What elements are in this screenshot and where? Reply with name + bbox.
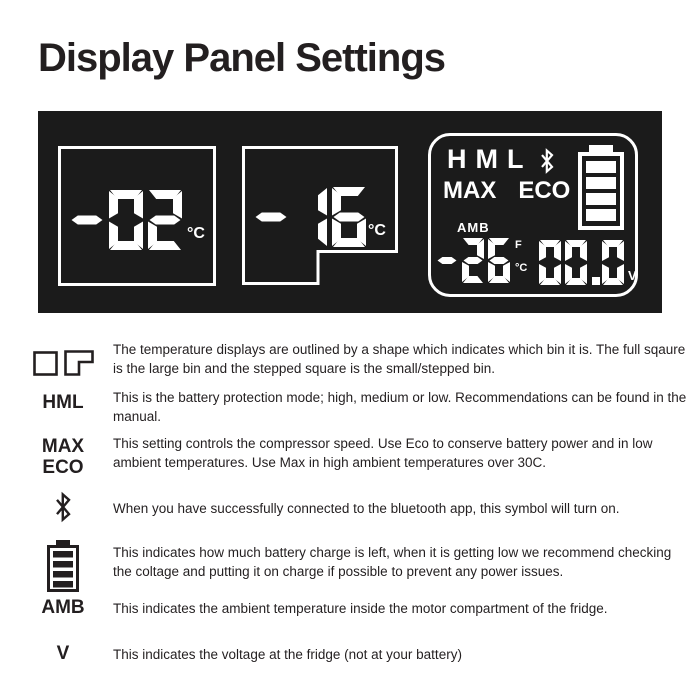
battery-icon xyxy=(577,145,625,236)
bluetooth-icon xyxy=(51,490,75,524)
max-indicator: MAX xyxy=(443,177,497,204)
amb-legend-label: AMB xyxy=(41,597,85,618)
voltage-legend-label: V xyxy=(56,643,70,664)
display-panel xyxy=(38,111,662,313)
status-display xyxy=(428,133,638,297)
bluetooth-icon xyxy=(537,147,557,180)
voltage-value xyxy=(539,239,628,291)
small-bin-temperature-value xyxy=(254,186,371,253)
page-title: Display Panel Settings xyxy=(38,36,446,80)
large-bin-temperature-value xyxy=(70,189,187,256)
bin-shape-icons xyxy=(20,350,106,376)
eco-indicator: ECO xyxy=(518,177,571,204)
compressor-speed-indicator xyxy=(443,177,570,205)
ambient-temperature-value xyxy=(436,237,514,289)
bluetooth-description: When you have successfully connected to the bluetooth app, this symbol will turn on. xyxy=(113,501,620,516)
battery-description: This indicates how much battery charge is left, when it is getting low we recommend checking the coltage and putting it on charge if possible to prevent any power issues. xyxy=(113,545,672,579)
max-label: MAX xyxy=(41,436,85,457)
max-eco-description: This setting controls the compressor speed. Use Eco to conserve battery power and in low ambient temperatures. Use Max in high ambient temperatures over 30C. xyxy=(113,436,653,470)
small-bin-temperature-display xyxy=(242,146,398,285)
hml-legend-label: HML xyxy=(42,392,84,413)
celsius-label: °C xyxy=(515,262,528,274)
battery-protection-mode-indicator: HML xyxy=(447,144,533,174)
bin-shape-description: The temperature displays are outlined by a shape which indicates which bin it is. The full sqaure is the large bin and the stepped square is the small/stepped bin. xyxy=(113,342,686,376)
full-square-icon xyxy=(33,351,58,376)
voltage-unit-label: V xyxy=(628,268,637,283)
small-bin-unit-label: °C xyxy=(368,222,386,239)
max-eco-legend-label xyxy=(20,436,106,478)
ambient-unit-labels xyxy=(515,240,527,274)
voltage-description: This indicates the voltage at the fridge (not at your battery) xyxy=(113,647,462,662)
ambient-temperature-label: AMB xyxy=(457,220,490,235)
eco-label: ECO xyxy=(42,457,84,478)
large-bin-temperature-display xyxy=(58,146,216,286)
fahrenheit-label: F xyxy=(515,239,522,251)
battery-icon xyxy=(45,540,81,592)
amb-description: This indicates the ambient temperature inside the motor compartment of the fridge. xyxy=(113,601,608,616)
hml-description: This is the battery protection mode; high, medium or low. Recommendations can be found in the manual. xyxy=(113,390,687,424)
battery-legend-icon xyxy=(20,540,106,597)
stepped-square-icon xyxy=(64,350,94,376)
large-bin-unit-label: °C xyxy=(187,225,205,242)
bluetooth-legend-icon xyxy=(20,490,106,529)
